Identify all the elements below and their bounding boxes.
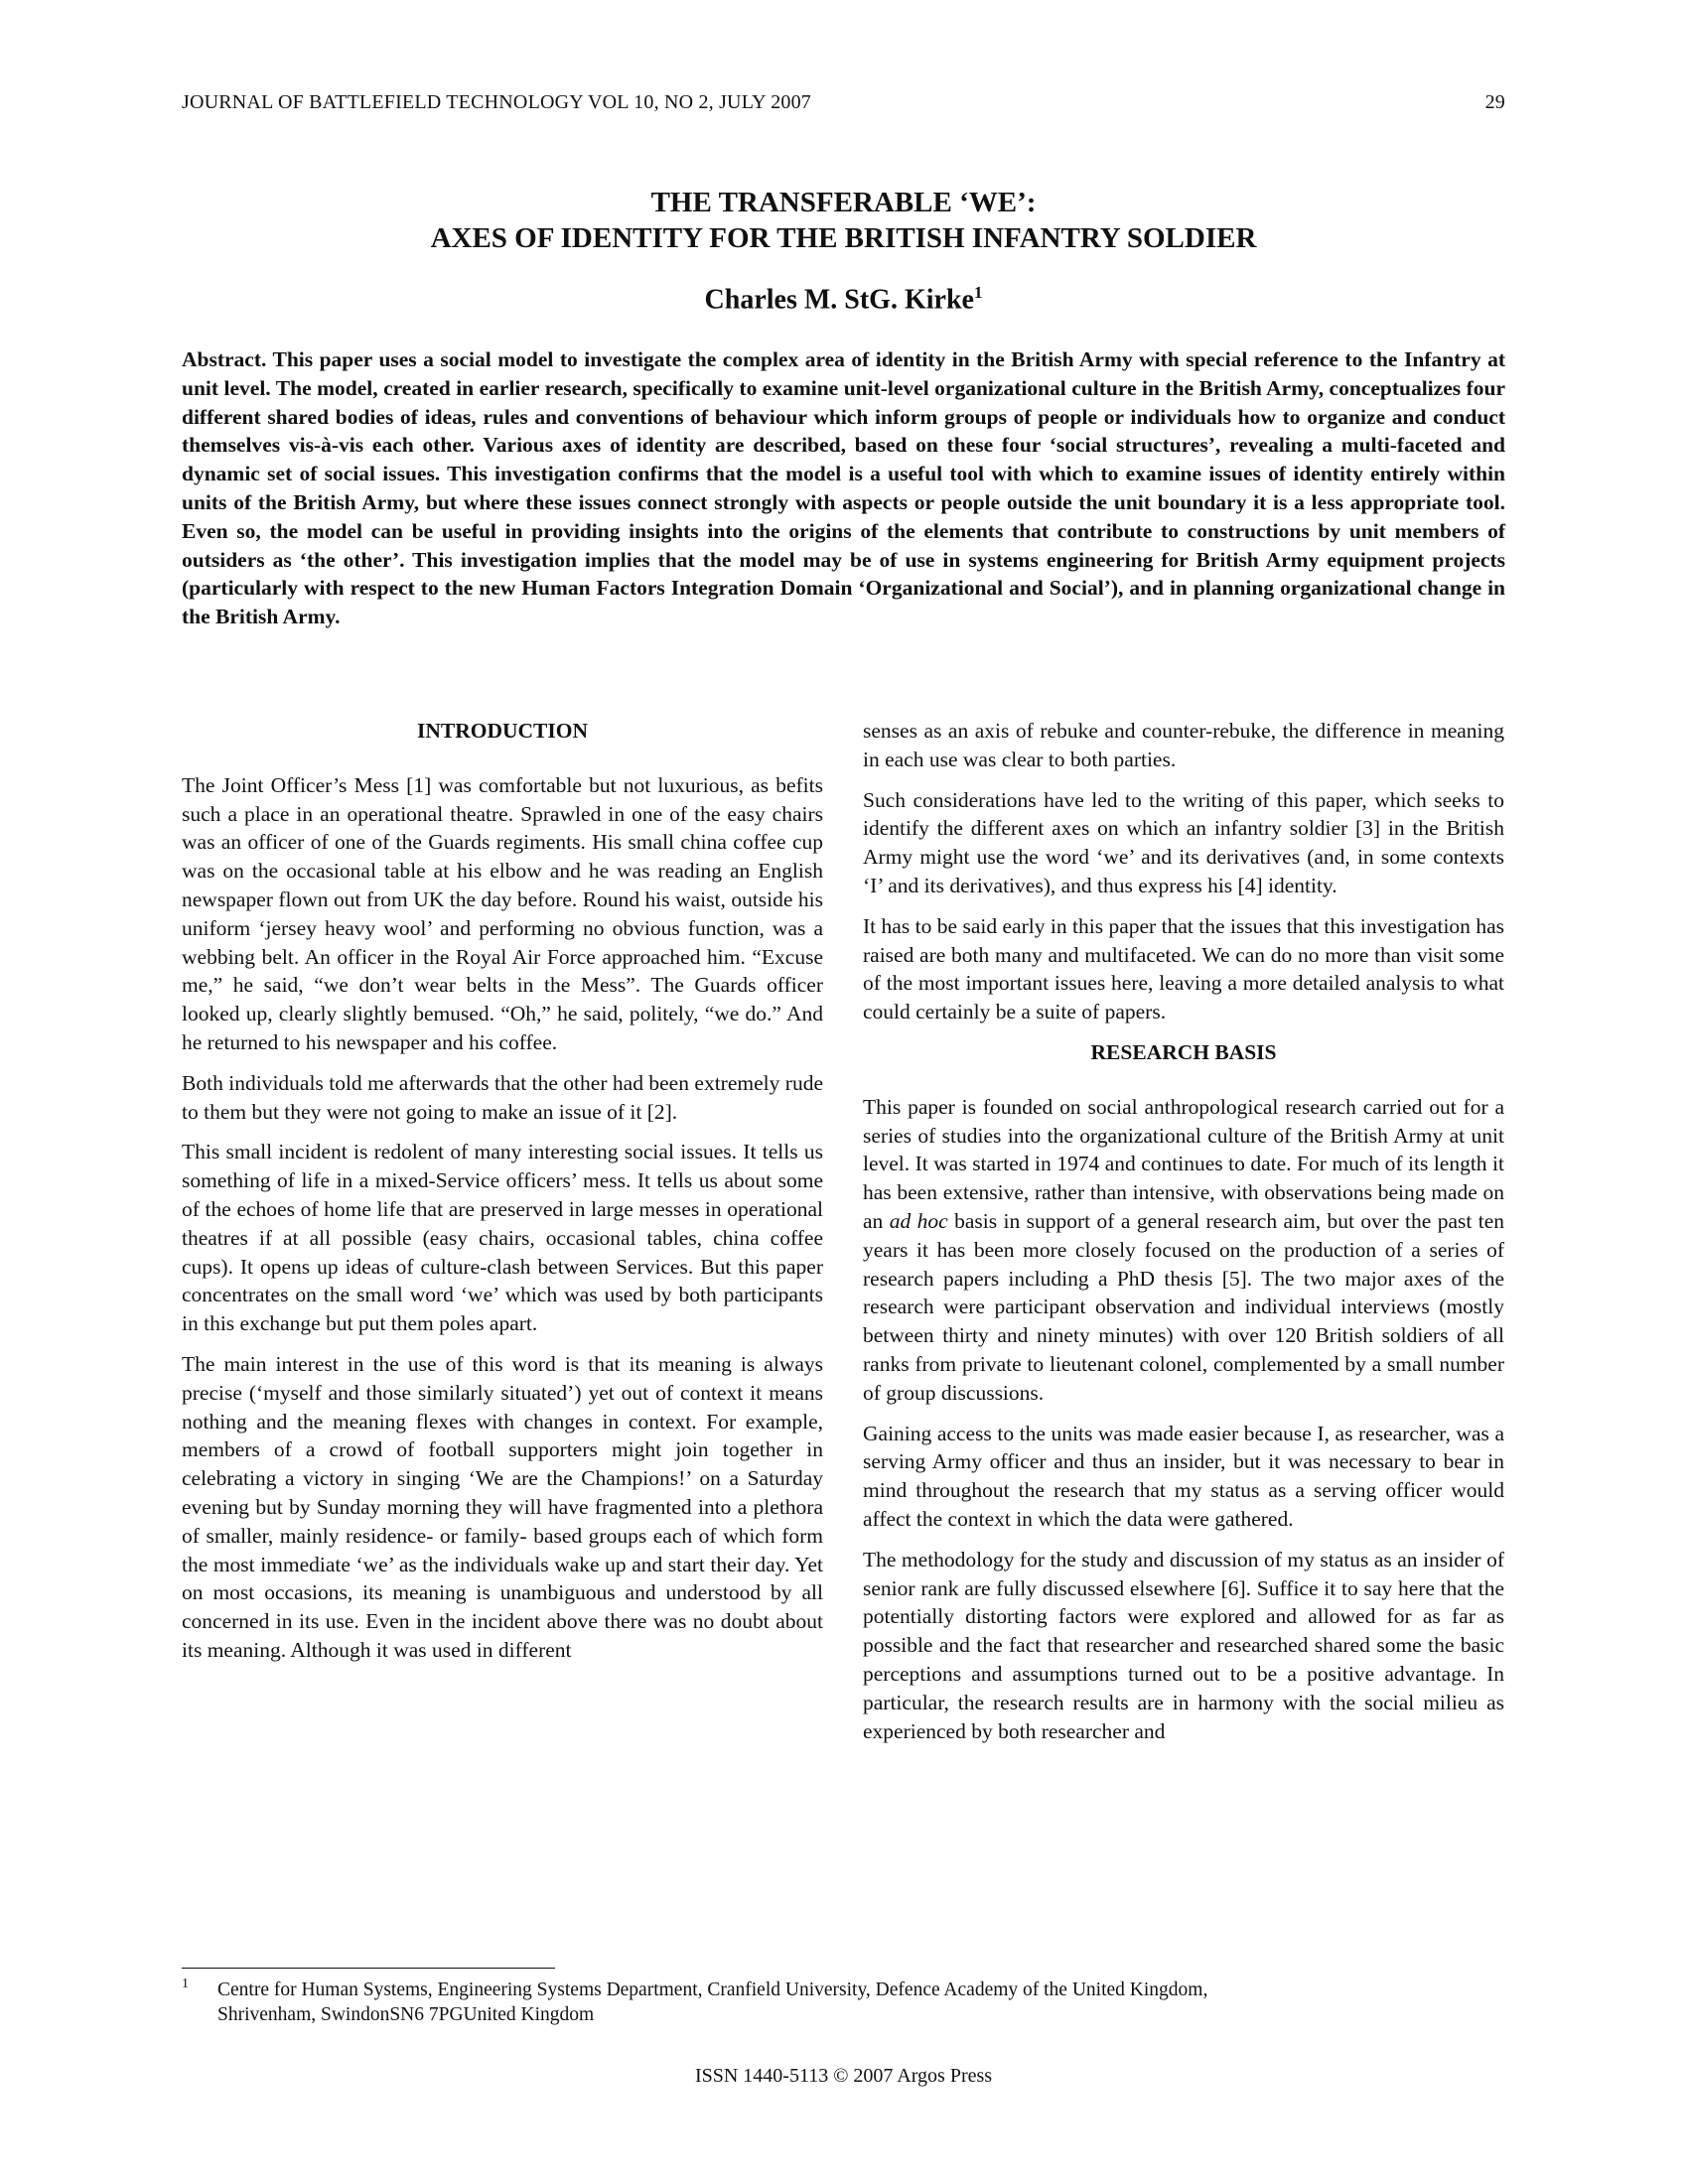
paragraph: Gaining access to the units was made easier because I, as researcher, was a serving Army officer and thus an insider, but it was necessary to bear in mind throughout the research that my status as a serving officer would affect the context in which the data were gathered. [863,1421,1504,1531]
left-column [182,717,823,1677]
paragraph: It has to be said early in this paper that the issues that this investigation has raised are both many and multifaceted. We can do no more than visit some of the most important issues here, leaving a more detailed analysis to what could certainly be a suite of papers. [863,913,1504,1024]
title-line-1: THE TRANSFERABLE ‘WE’: [650,187,1037,218]
paragraph [863,1093,1504,1408]
page-footer: ISSN 1440-5113 © 2007 Argos Press [694,2065,993,2087]
paragraph: Such considerations have led to the writing of this paper, which seeks to identify the different axes on which an infantry soldier [3] in the British Army might use the word ‘we’ and its derivatives (and, in some contexts ‘I’ and its derivatives), and thus express his [4] identity. [863,787,1504,897]
paragraph: This small incident is redolent of many interesting social issues. It tells us something of life in a mixed-Service officers’ mess. It tells us about some of the echoes of home life that are preserved in large messes in operational theatres if at all possible (easy chairs, occasional tables, china coffee cups). It opens up ideas of culture-clash between Services. But this paper concentrates on the small word ‘we’ which was used by both participants in this exchange but put them poles apart. [182,1140,823,1336]
journal-citation: JOURNAL OF BATTLEFIELD TECHNOLOGY VOL 10, NO 2, JULY 2007 [182,91,812,113]
italic-term: ad hoc [889,1208,948,1233]
section-heading-introduction: INTRODUCTION [416,719,589,743]
abstract: Abstract. This paper uses a social model to investigate the complex area of identity in the British Army with special reference to the Infantry at unit level. The model, created in earlier research, specifically to examine unit-level organizational culture in the British Army, conceptualizes four different shared bodies of ideas, rules and conventions of behaviour which inform groups of people or individuals how to organize and conduct themselves vis-à-vis each other. Various axes of identity are described, based on these four ‘social structures’, revealing a multi-faceted and dynamic set of social issues. This investigation confirms that the model is a useful tool with which to examine issues of identity entirely within units of the British Army, but where these issues connect strongly with aspects or people outside the unit boundary it is a less appropriate tool. Even so, the model can be useful in providing insights into the origins of the elements that contribute to constructions by unit members of outsiders as ‘the other’. This investigation implies that the model may be of use in systems engineering for British Army equipment projects (particularly with respect to the new Human Factors Integration Domain ‘Organizational and Social’), and in planning organizational change in the British Army. [182,347,1505,629]
paragraph: The main interest in the use of this word is that its meaning is always precise (‘myself and those similarly situated’) yet out of context it means nothing and the meaning flexes with changes in context. For example, members of a crowd of football supporters might join together in celebrating a victory in singing ‘We are the Champions!’ on a Saturday evening but by Sunday morning they will have fragmented into a plethora of smaller, mainly residence- or family- based groups each of which form the most immediate ‘we’ as the individuals wake up and start their day. Yet on most occasions, its meaning is unambiguous and understood by all concerned in its use. Even in the incident above there was no doubt about its meaning. Although it was used in different [182,1351,823,1662]
section-heading-research-basis: RESEARCH BASIS [1090,1039,1277,1064]
footnote-line-1: Centre for Human Systems, Engineering Systems Department, Cranfield University, Defence Academy of the United Kingdom, [217,1979,1208,2000]
footnote-line-2: Shrivenham, SwindonSN6 7PGUnited Kingdom [217,2004,595,2025]
author-footnote-mark: 1 [973,283,983,302]
paragraph: The Joint Officer’s Mess [1] was comfortable but not luxurious, as befits such a place in an operational theatre. Sprawled in one of the easy chairs was an officer of one of the Guards regiments. His small china coffee cup was on the occasional table at his elbow and he was reading an English newspaper flown out from UK the day before. Round his waist, outside his uniform ‘jersey heavy wool’ and performing no obvious function, was a webbing belt. An officer in the Royal Air Force approached him. “Excuse me,” he said, “we don’t wear belts in the Mess”. The Guards officer looked up, clearly slightly bemused. “Oh,” he said, politely, “we do.” And he returned to his newspaper and his coffee. [182,772,823,1054]
running-head [182,91,1505,114]
footnote-mark: 1 [182,1977,189,1991]
footnote-divider [182,1968,555,1969]
author [182,283,1505,316]
paper-title [182,185,1505,256]
footnote [182,1978,1505,2027]
paragraph: The methodology for the study and discussion of my status as an insider of senior rank are fully discussed elsewhere [6]. Suffice it to say here that the potentially distorting factors were explored and allowed for as far as possible and the fact that researcher and researched shared some the basic perceptions and assumptions turned out to be a positive advantage. In particular, the research results are in harmony with the social milieu as experienced by both researcher and [863,1547,1504,1743]
title-line-2: AXES OF IDENTITY FOR THE BRITISH INFANTRY SOLDIER [430,222,1257,254]
page-number: 29 [1484,91,1505,113]
author-name: Charles M. StG. Kirke [704,284,974,316]
paragraph: senses as an axis of rebuke and counter-rebuke, the difference in meaning in each use was clear to both parties. [863,719,1504,771]
right-column [863,717,1504,1757]
paragraph: Both individuals told me afterwards that the other had been extremely rude to them but they were not going to make an issue of it [2]. [182,1070,823,1124]
text-run: basis in support of a general research aim, but over the past ten years it has been more closely focused on the production of a series of research papers including a PhD thesis [5]. The two major axes of the research were participant observation and individual interviews (mostly between thirty and ninety minutes) with over 120 British soldiers of all ranks from private to lieutenant colonel, complemented by a small number of group discussions. [863,1208,1505,1405]
text-run: This paper is founded on social anthropological research carried out for a series of studies into the organizational culture of the British Army at unit level. It was started in 1974 and continues to date. For much of its length it has been extensive, rather than intensive, with observations being made on an [863,1094,1504,1233]
